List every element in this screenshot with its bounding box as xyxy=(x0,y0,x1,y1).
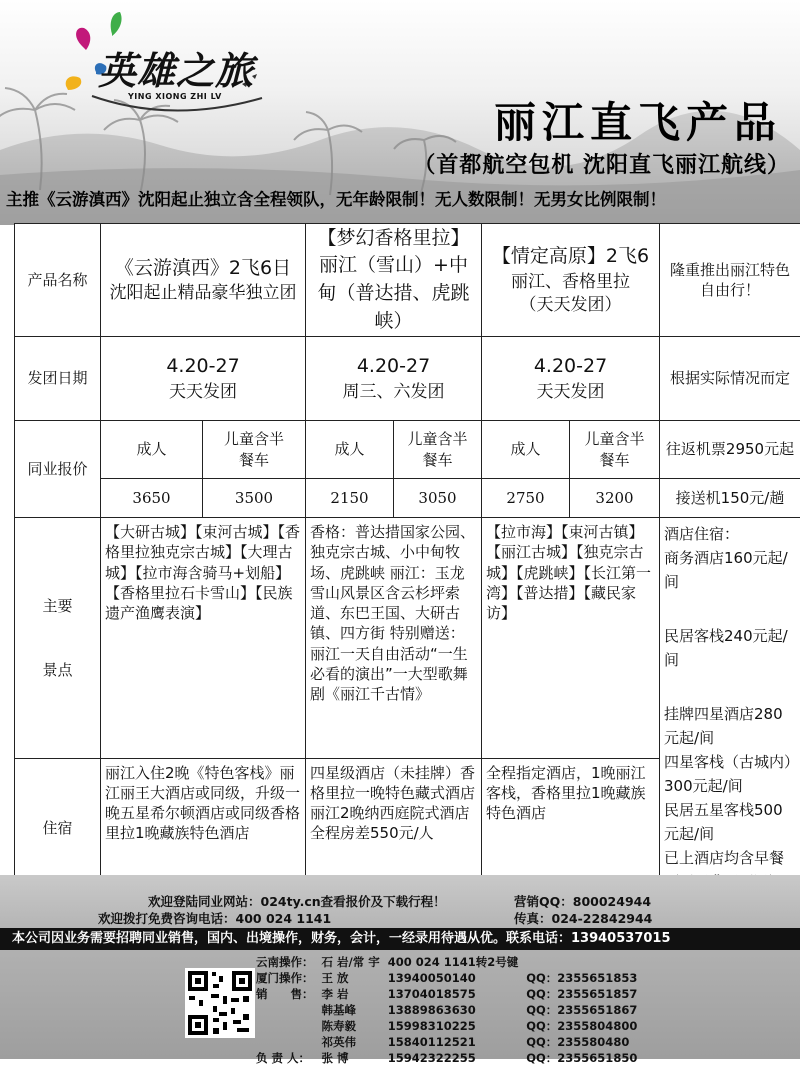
contact-row xyxy=(252,1002,641,1018)
contact-role xyxy=(252,1034,318,1050)
contact-row xyxy=(252,1034,641,1050)
brand-name: 英雄之旅 xyxy=(98,40,254,95)
contact-phone[interactable]: 13704018575 xyxy=(384,986,523,1002)
product-3-date xyxy=(482,337,660,421)
product-1-hotel: 丽江入住2晚《特色客栈》丽江丽王大酒店或同级，升级一晚五星希尔顿酒店或同级香格里拉1晚藏族特色酒店 xyxy=(101,758,306,898)
contact-name: 王 放 xyxy=(318,970,384,986)
special-hotel-item: 挂牌四星酒店280元起/间 xyxy=(664,702,796,750)
product-1-date-range: 4.20-27 xyxy=(101,353,305,381)
contact-phone[interactable]: 13940050140 xyxy=(384,970,523,986)
contact-name: 祁英伟 xyxy=(318,1034,384,1050)
contact-phone[interactable]: 15998310225 xyxy=(384,1018,523,1034)
special-product-name: 隆重推出丽江特色自由行！ xyxy=(660,224,800,337)
contact-phone[interactable]: 400 024 1141转2号键 xyxy=(384,954,523,970)
product-2-adult-label: 成人 xyxy=(306,421,394,479)
product-2-adult-price: 2150 xyxy=(306,479,394,518)
row-label-hotel: 住宿 xyxy=(15,758,101,898)
product-1-departure: 天天发团 xyxy=(101,381,305,404)
contact-role: 负 责 人： xyxy=(252,1050,318,1066)
product-2-sights: 香格：普达措国家公园、独克宗古城、小中甸牧场、虎跳峡 丽江：玉龙雪山风景区含云杉坪索道、东巴王国、大研古镇、四方街 特别赠送：丽江一天自由活动“一生必看的演出”一大型歌舞剧《丽江千古情》 xyxy=(306,518,482,759)
row-label-price: 同业报价 xyxy=(15,421,101,518)
product-3-title: 【情定高原】2飞6 xyxy=(482,243,659,271)
row-label-name: 产品名称 xyxy=(15,224,101,337)
qr-code-icon xyxy=(185,968,255,1038)
special-hotel-item: 民居客栈240元起/间 xyxy=(664,624,796,672)
product-table xyxy=(14,223,800,899)
recruit-banner: 本公司因业务需要招聘同业销售，国内、出境操作，财务，会计，一经录用待遇从优。联系电话：13940537015 xyxy=(0,928,800,950)
table-row xyxy=(15,224,800,337)
table-row xyxy=(15,518,800,759)
contact-name: 李 岩 xyxy=(318,986,384,1002)
contact-phone[interactable]: 15840112521 xyxy=(384,1034,523,1050)
special-hotel-item: 商务酒店160元起/间 xyxy=(664,546,796,594)
contact-role xyxy=(252,1002,318,1018)
product-2-date xyxy=(306,337,482,421)
contact-qq: QQ：2355804800 xyxy=(522,1018,641,1034)
contact-qq: QQ：2355651850 xyxy=(522,1050,641,1066)
product-3-date-range: 4.20-27 xyxy=(482,353,659,381)
row-label-sights xyxy=(15,518,101,759)
promo-banner: 主推《云游滇西》沈阳起止独立含全程领队，无年龄限制！无人数限制！无男女比例限制！ xyxy=(6,186,796,210)
product-2-child-label: 儿童含半餐车 xyxy=(394,421,482,479)
special-date: 根据实际情况而定 xyxy=(660,337,800,421)
contact-qq: QQ：2355651867 xyxy=(522,1002,641,1018)
contact-name: 石 岩/常 宇 xyxy=(318,954,384,970)
fax-line: 传真：024-22842944 xyxy=(514,909,652,927)
special-ticket-price: 往返机票2950元起 xyxy=(660,421,800,479)
website-line: 欢迎登陆同业网站：024ty.cn查看报价及下载行程！ xyxy=(148,892,446,910)
product-1-sights: 【大研古城】【束河古城】【香格里拉独克宗古城】【大理古城】【拉市海含骑马+划船】【香格里拉石卡雪山】【民族遗产渔鹰表演】 xyxy=(101,518,306,759)
brand-name-en: YING XIONG ZHI LV xyxy=(128,92,222,101)
row-label-date: 发团日期 xyxy=(15,337,101,421)
contact-row xyxy=(252,954,641,970)
contact-role: 云南操作： xyxy=(252,954,318,970)
product-3-child-price: 3200 xyxy=(570,479,660,518)
contact-name: 陈寿毅 xyxy=(318,1018,384,1034)
contact-qq: QQ：2355651853 xyxy=(522,970,641,986)
table-row xyxy=(15,421,800,479)
product-3-subtitle: 丽江、香格里拉（天天发团） xyxy=(482,271,659,317)
product-1-name xyxy=(101,224,306,337)
special-hotels xyxy=(660,518,800,899)
product-2-title: 【梦幻香格里拉】 xyxy=(306,225,481,253)
product-1-date xyxy=(101,337,306,421)
phone-line: 欢迎拨打免费咨询电话：400 024 1141 xyxy=(98,909,331,927)
product-2-child-price: 3050 xyxy=(394,479,482,518)
table-row xyxy=(15,337,800,421)
contact-role: 厦门操作： xyxy=(252,970,318,986)
product-2-departure: 周三、六发团 xyxy=(306,381,481,404)
product-3-adult-price: 2750 xyxy=(482,479,570,518)
product-3-departure: 天天发团 xyxy=(482,381,659,404)
qq-line: 营销QQ：800024944 xyxy=(514,892,651,910)
contact-row xyxy=(252,1018,641,1034)
contact-qq: QQ：235580480 xyxy=(522,1034,641,1050)
product-1-child-label: 儿童含半餐车 xyxy=(203,421,306,479)
product-1-subtitle: 沈阳起止精品豪华独立团 xyxy=(101,282,305,305)
product-1-title: 《云游滇西》2飞6日 xyxy=(101,255,305,283)
contact-row xyxy=(252,986,641,1002)
page-title: 丽江直飞产品 xyxy=(494,90,782,150)
product-2-subtitle: 丽江（雪山）+中甸（普达措、虎跳峡） xyxy=(306,252,481,335)
contact-row xyxy=(252,1050,641,1066)
product-2-hotel: 四星级酒店（未挂牌）香格里拉一晚特色藏式酒店 丽江2晚纳西庭院式酒店 全程房差550元/人 xyxy=(306,758,482,898)
contact-name: 张 博 xyxy=(318,1050,384,1066)
special-transfer-price: 接送机150元/趟 xyxy=(660,479,800,518)
product-3-child-label: 儿童含半餐车 xyxy=(570,421,660,479)
contact-list xyxy=(252,954,641,1066)
special-hotel-item: 民居五星客栈500元起/间 xyxy=(664,798,796,846)
page-subtitle: （首都航空包机 沈阳直飞丽江航线） xyxy=(413,148,790,179)
table-row xyxy=(15,479,800,518)
row-label-sights-1: 主要 xyxy=(15,596,100,616)
product-3-adult-label: 成人 xyxy=(482,421,570,479)
product-3-hotel: 全程指定酒店，1晚丽江客栈，香格里拉1晚藏族特色酒店 xyxy=(482,758,660,898)
special-hotel-title: 酒店住宿： xyxy=(664,522,796,546)
contact-phone[interactable]: 13889863630 xyxy=(384,1002,523,1018)
contact-qq xyxy=(522,954,641,970)
contact-name: 韩基峰 xyxy=(318,1002,384,1018)
contact-qq: QQ：2355651857 xyxy=(522,986,641,1002)
product-2-name xyxy=(306,224,482,337)
product-3-sights: 【拉市海】【束河古镇】【丽江古城】【独克宗古城】【虎跳峡】【长江第一湾】【普达措】【藏民家访】 xyxy=(482,518,660,759)
product-3-name xyxy=(482,224,660,337)
product-2-date-range: 4.20-27 xyxy=(306,353,481,381)
special-hotel-item: 已上酒店均含早餐 xyxy=(664,846,796,894)
product-1-adult-label: 成人 xyxy=(101,421,203,479)
contact-role xyxy=(252,1018,318,1034)
special-hotel-item: 四星客栈（古城内）300元起/间 xyxy=(664,750,796,798)
product-1-child-price: 3500 xyxy=(203,479,306,518)
row-label-sights-2: 景点 xyxy=(15,660,100,680)
product-1-adult-price: 3650 xyxy=(101,479,203,518)
contact-phone[interactable]: 15942322255 xyxy=(384,1050,523,1066)
contact-row xyxy=(252,970,641,986)
qr-code[interactable] xyxy=(185,968,255,1038)
contact-role: 销 售： xyxy=(252,986,318,1002)
